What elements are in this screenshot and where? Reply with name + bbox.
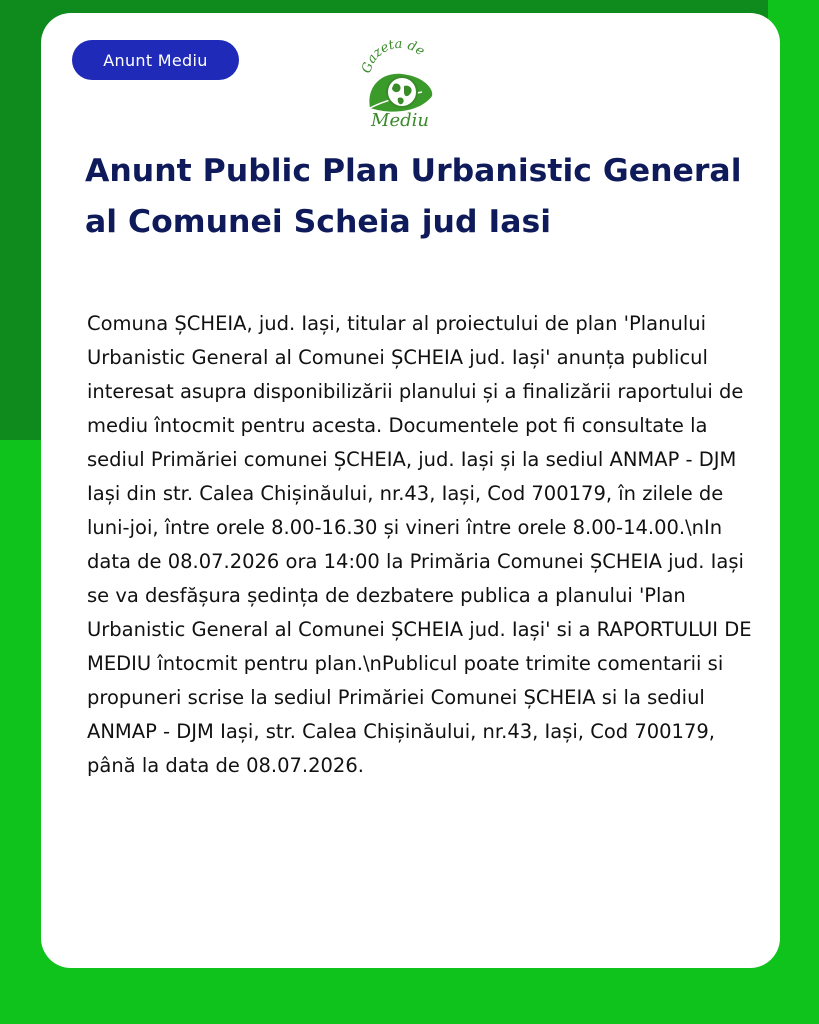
svg-text:Gazeta de (359, 37, 427, 75)
globe-icon (387, 77, 417, 107)
category-badge[interactable]: Anunt Mediu (72, 40, 239, 80)
logo-text-bottom: Mediu (371, 110, 429, 131)
announcement-body: Comuna ȘCHEIA, jud. Iași, titular al proiectului de plan 'Planului Urbanistic General al Comunei ȘCHEIA jud. Iași' anunța publicul interesat asupra disponibilizării planului și a finalizării raportului de mediu întocmit pentru acesta. Documentele pot fi consultate la sediul Primăriei comunei ȘCHEIA, jud. Iași și la sediul ANMAP - DJM Iași din str. Calea Chișinăului, nr.43, Iași, Cod 700179, în zilele de luni-joi, între orele 8.00-16.30 și vineri între orele 8.00-14.00.\nIn data de 08.07.2026 ora 14:00 la Primăria Comunei ȘCHEIA jud. Iași se va desfășura ședința de dezbatere publica a planului 'Plan Urbanistic General al Comunei ȘCHEIA jud. Iași' si a RAPORTULUI DE MEDIU întocmit pentru plan.\nPublicul poate trimite comentarii si propuneri scrise la sediul Primăriei Comunei ȘCHEIA si la sediul ANMAP - DJM Iași, str. Calea Chișinăului, nr.43, Iași, Cod 700179, până la data de 08.07.2026. (87, 312, 752, 777)
gazeta-de-mediu-logo (352, 36, 448, 132)
logo-text-top: Gazeta de (359, 36, 428, 76)
page-title: Anunt Public Plan Urbanistic General al Comunei Scheia jud Iasi (85, 153, 742, 240)
